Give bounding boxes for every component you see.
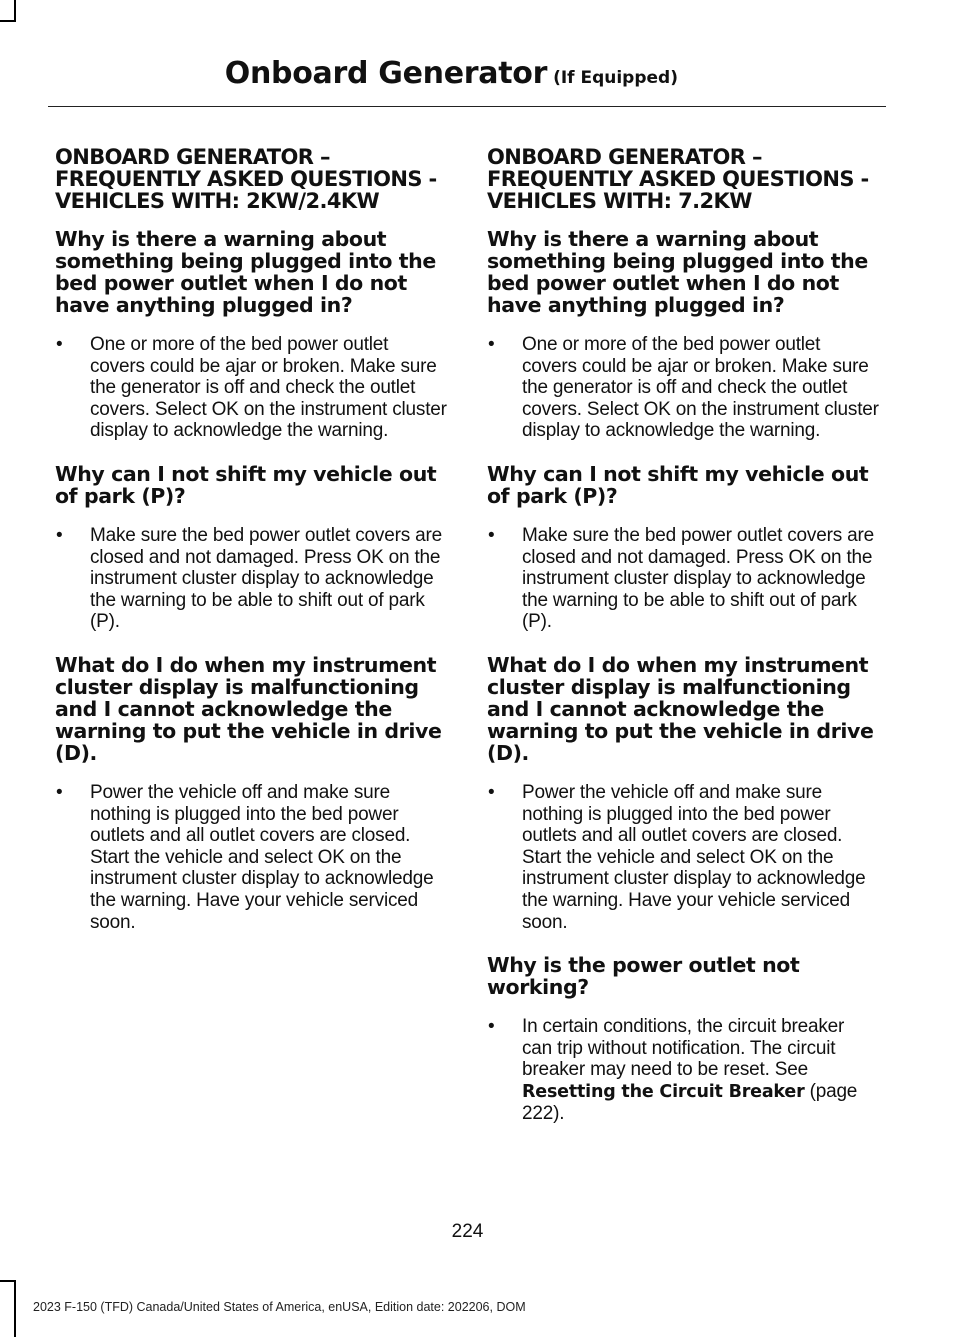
answer-text: Power the vehicle off and make sure nothing is plugged into the bed power outlets and all outlet covers are closed. Start the vehicle and select OK on the instrument cluster display to acknowledge the warning. Have your vehicle serviced soon. [522,781,866,933]
list-item [487,334,879,442]
page-reference: (page 222). [522,1080,858,1125]
bullet-marker: • [56,524,63,546]
list-item [55,334,447,442]
answer-text: Make sure the bed power outlet covers are closed and not damaged. Press OK on the instrument cluster display to acknowledge the warning to be able to shift out of park (P). [522,524,874,633]
question-warning-plugged: Why is there a warning about something being plugged into the bed power outlet when I do not have anything plugged in? [487,227,868,317]
question-outlet-not-working: Why is the power outlet not working? [487,953,800,1000]
list-item [487,525,879,633]
section-heading-7kw: ONBOARD GENERATOR – FREQUENTLY ASKED QUESTIONS - VEHICLES WITH: 7.2KW [487,145,869,213]
cross-reference-link[interactable]: Resetting the Circuit Breaker [522,1081,805,1102]
header-title: Onboard Generator [224,56,548,91]
left-column [55,146,447,954]
question-shift-park: Why can I not shift my vehicle out of park (P)? [487,461,869,508]
crop-mark-top-left [14,0,16,22]
question-shift-park: Why can I not shift my vehicle out of park (P)? [55,461,437,508]
crop-mark-top-left-horizontal [0,20,16,22]
list-item [55,525,447,633]
question-warning-plugged: Why is there a warning about something being plugged into the bed power outlet when I do not have anything plugged in? [55,227,436,317]
list-item [487,782,879,933]
list-item [487,1016,879,1125]
page-header [225,56,678,91]
header-rule [48,106,886,107]
bullet-marker: • [488,1016,495,1038]
header-subtitle: (If Equipped) [553,68,678,88]
crop-mark-bottom-left [14,1280,16,1337]
section-heading-2kw: ONBOARD GENERATOR – FREQUENTLY ASKED QUESTIONS - VEHICLES WITH: 2KW/2.4KW [55,145,437,213]
answer-text: One or more of the bed power outlet covers could be ajar or broken. Make sure the generator is off and check the outlet covers. Select OK on the instrument cluster display to acknowledge the warning. [90,334,447,442]
page-number: 224 [451,1221,484,1242]
bullet-marker: • [488,524,495,546]
question-cluster-malfunction: What do I do when my instrument cluster display is malfunctioning and I cannot acknowledge the warning to put the vehicle in drive (D). [487,652,874,765]
bullet-marker: • [488,334,495,355]
question-cluster-malfunction: What do I do when my instrument cluster display is malfunctioning and I cannot acknowledge the warning to put the vehicle in drive (D). [55,652,442,765]
right-column [487,146,879,1146]
answer-text: Make sure the bed power outlet covers are closed and not damaged. Press OK on the instrument cluster display to acknowledge the warning to be able to shift out of park (P). [90,524,442,633]
answer-text-body: In certain conditions, the circuit breaker can trip without notification. The circuit breaker may need to be reset. See [522,1016,845,1081]
answer-text: Power the vehicle off and make sure nothing is plugged into the bed power outlets and all outlet covers are closed. Start the vehicle and select OK on the instrument cluster display to acknowledge the warning. Have your vehicle serviced soon. [90,781,434,933]
answer-text [522,1016,879,1125]
list-item [55,782,447,933]
bullet-marker: • [56,334,63,355]
answer-text: One or more of the bed power outlet covers could be ajar or broken. Make sure the generator is off and check the outlet covers. Select OK on the instrument cluster display to acknowledge the warning. [522,334,879,442]
footer-edition-info: 2023 F-150 (TFD) Canada/United States of America, enUSA, Edition date: 202206, DOM [33,1300,526,1314]
bullet-marker: • [56,781,63,803]
crop-mark-bottom-left-horizontal [0,1280,16,1282]
bullet-marker: • [488,781,495,803]
